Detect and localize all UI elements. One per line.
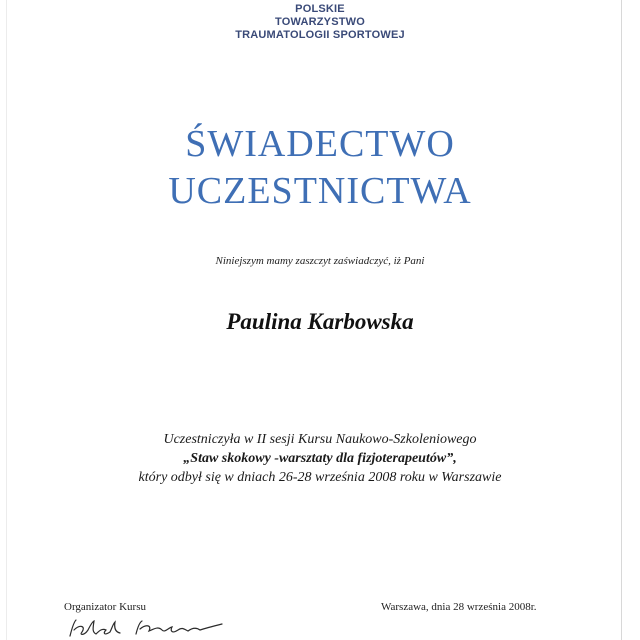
- organization-line-3: TRAUMATOLOGII SPORTOWEJ: [235, 29, 405, 41]
- organization-line-1: POLSKIE: [295, 3, 345, 15]
- course-title: „Staw skokowy -warsztaty dla fizjoterapeutów”,: [183, 451, 457, 466]
- organization-line-2: TOWARZYSTWO: [275, 16, 365, 28]
- participation-line: Uczestniczyła w II sesji Kursu Naukowo-Szkoleniowego: [163, 432, 477, 447]
- organization-header: [0, 3, 640, 42]
- organizer-signature: [66, 612, 236, 640]
- title-line-2: UCZESTNICTWA: [168, 170, 472, 212]
- intro-text: Niniejszym mamy zaszczyt zaświadczyć, iż Pani: [215, 255, 425, 267]
- participation-details: [0, 430, 640, 487]
- organizer-label: Organizator Kursu: [64, 601, 146, 613]
- title-line-1: ŚWIADECTWO: [185, 123, 455, 165]
- participant-name: Paulina Karbowska: [226, 309, 414, 334]
- place-date: Warszawa, dnia 28 września 2008r.: [381, 601, 537, 613]
- course-dates-line: który odbył się w dniach 26-28 września 2008 roku w Warszawie: [138, 470, 502, 485]
- certificate-title: [0, 121, 640, 215]
